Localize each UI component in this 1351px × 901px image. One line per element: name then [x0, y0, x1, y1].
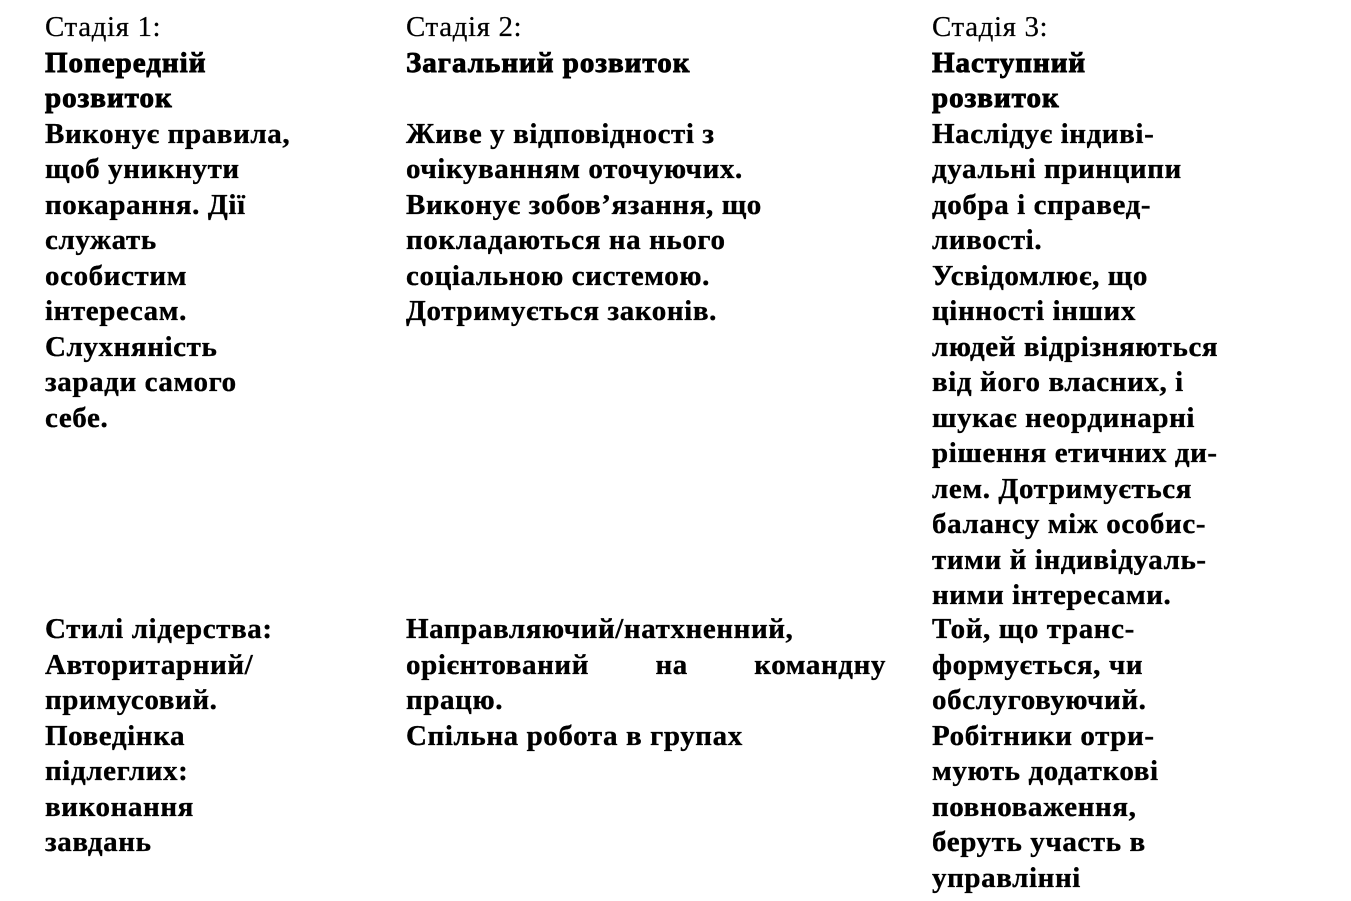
stage-2-leadership-line: працю. [406, 684, 504, 716]
stage-3-description-line: шукає неординарні [932, 401, 1196, 434]
stage-3-leadership-line: Той, що транс- [932, 613, 1135, 645]
stage-1-leadership [45, 612, 273, 861]
stage-1-description-line: Слухняність [45, 330, 218, 363]
stage-2-heading: Стадія 2: [406, 11, 523, 43]
stage-1-leadership-line: примусовий. [45, 684, 218, 716]
stage-3-leadership-line: беруть участь в [932, 826, 1146, 858]
stage-3-description-line: лем. Дотримується [932, 472, 1193, 505]
stage-3-description-line: цінності інших [932, 295, 1136, 327]
stage-3-description-line: добра і справед- [932, 188, 1152, 221]
stage-3-description-line: людей відрізняються [932, 330, 1219, 363]
stage-3-title-line: Наступний [932, 46, 1087, 79]
stage-3-leadership-line: мують додаткові [932, 755, 1159, 787]
stage-2-leadership [406, 612, 886, 754]
stage-1-leadership-line: виконання [45, 790, 194, 823]
stage-1-title-line: розвиток [45, 82, 173, 114]
stage-2-description-line: Живе у відповідності з [406, 117, 715, 150]
stage-1-leadership-line: підлеглих: [45, 755, 189, 787]
stage-2-description-line: очікуванням оточуючих. [406, 153, 743, 185]
stage-2-leadership-line: Спільна робота в групах [406, 719, 743, 752]
stage-3-description-line: балансу між особис- [932, 508, 1207, 540]
stage-3-leadership-line: Робітники отри- [932, 719, 1155, 752]
stage-3-description-line: дуальні принципи [932, 153, 1182, 185]
stage-3-description-line: тими й індивідуаль- [932, 543, 1207, 576]
stage-2-spacer [406, 81, 762, 117]
stage-1-description-line: покарання. Дії [45, 188, 246, 221]
stage-3-leadership-line: управлінні [932, 861, 1081, 894]
stage-2-leadership-line: орієнтований на командну [406, 648, 886, 681]
stage-3-leadership-line: формується, чи [932, 648, 1144, 681]
stage-3-description-line: Наслідує індиві- [932, 117, 1155, 150]
stage-1-leadership-line: завдань [45, 826, 152, 858]
stage-1-description-line: служать [45, 224, 157, 256]
stage-1-description-line: заради самого [45, 366, 237, 398]
stage-2-description-line: соціальною системою. [406, 259, 710, 292]
stage-1-description-line: щоб уникнути [45, 153, 240, 185]
stage-3-description-line: Усвідомлює, що [932, 259, 1148, 292]
stage-3-leadership-line: повноваження, [932, 790, 1137, 823]
stage-2-leadership-line: Направляючий/натхненний, [406, 613, 794, 645]
stage-1-description-line: особистим [45, 259, 188, 292]
stage-3-description-line: ливості. [932, 224, 1043, 256]
stage-3-description-line: ними інтересами. [932, 579, 1172, 611]
stage-1-column [45, 10, 290, 436]
stage-3-heading: Стадія 3: [932, 11, 1049, 43]
stage-1-heading: Стадія 1: [45, 11, 162, 43]
stage-2-description-line: Дотримується законів. [406, 295, 717, 327]
stage-3-leadership-line: обслуговуючий. [932, 684, 1147, 716]
stage-1-description-line: себе. [45, 401, 109, 434]
stage-1-description-line: Виконує правила, [45, 117, 291, 150]
stage-1-leadership-line: Авторитарний/ [45, 648, 254, 681]
stage-3-title-line: розвиток [932, 82, 1060, 114]
stage-2-column [406, 10, 762, 330]
stage-1-leadership-line: Стилі лідерства: [45, 613, 273, 645]
stage-1-title-line: Попередній [45, 46, 207, 79]
stage-3-column [932, 10, 1218, 614]
stage-3-description-line: рішення етичних ди- [932, 437, 1218, 469]
stage-1-leadership-line: Поведінка [45, 719, 186, 752]
stage-1-description-line: інтересам. [45, 295, 187, 327]
stage-3-leadership [932, 612, 1159, 896]
stage-2-title-line: Загальний розвиток [406, 46, 691, 79]
stage-2-description-line: покладаються на нього [406, 224, 726, 256]
stage-2-description-line: Виконує зобов’язання, що [406, 188, 762, 221]
stage-3-description-line: від його власних, і [932, 366, 1184, 398]
